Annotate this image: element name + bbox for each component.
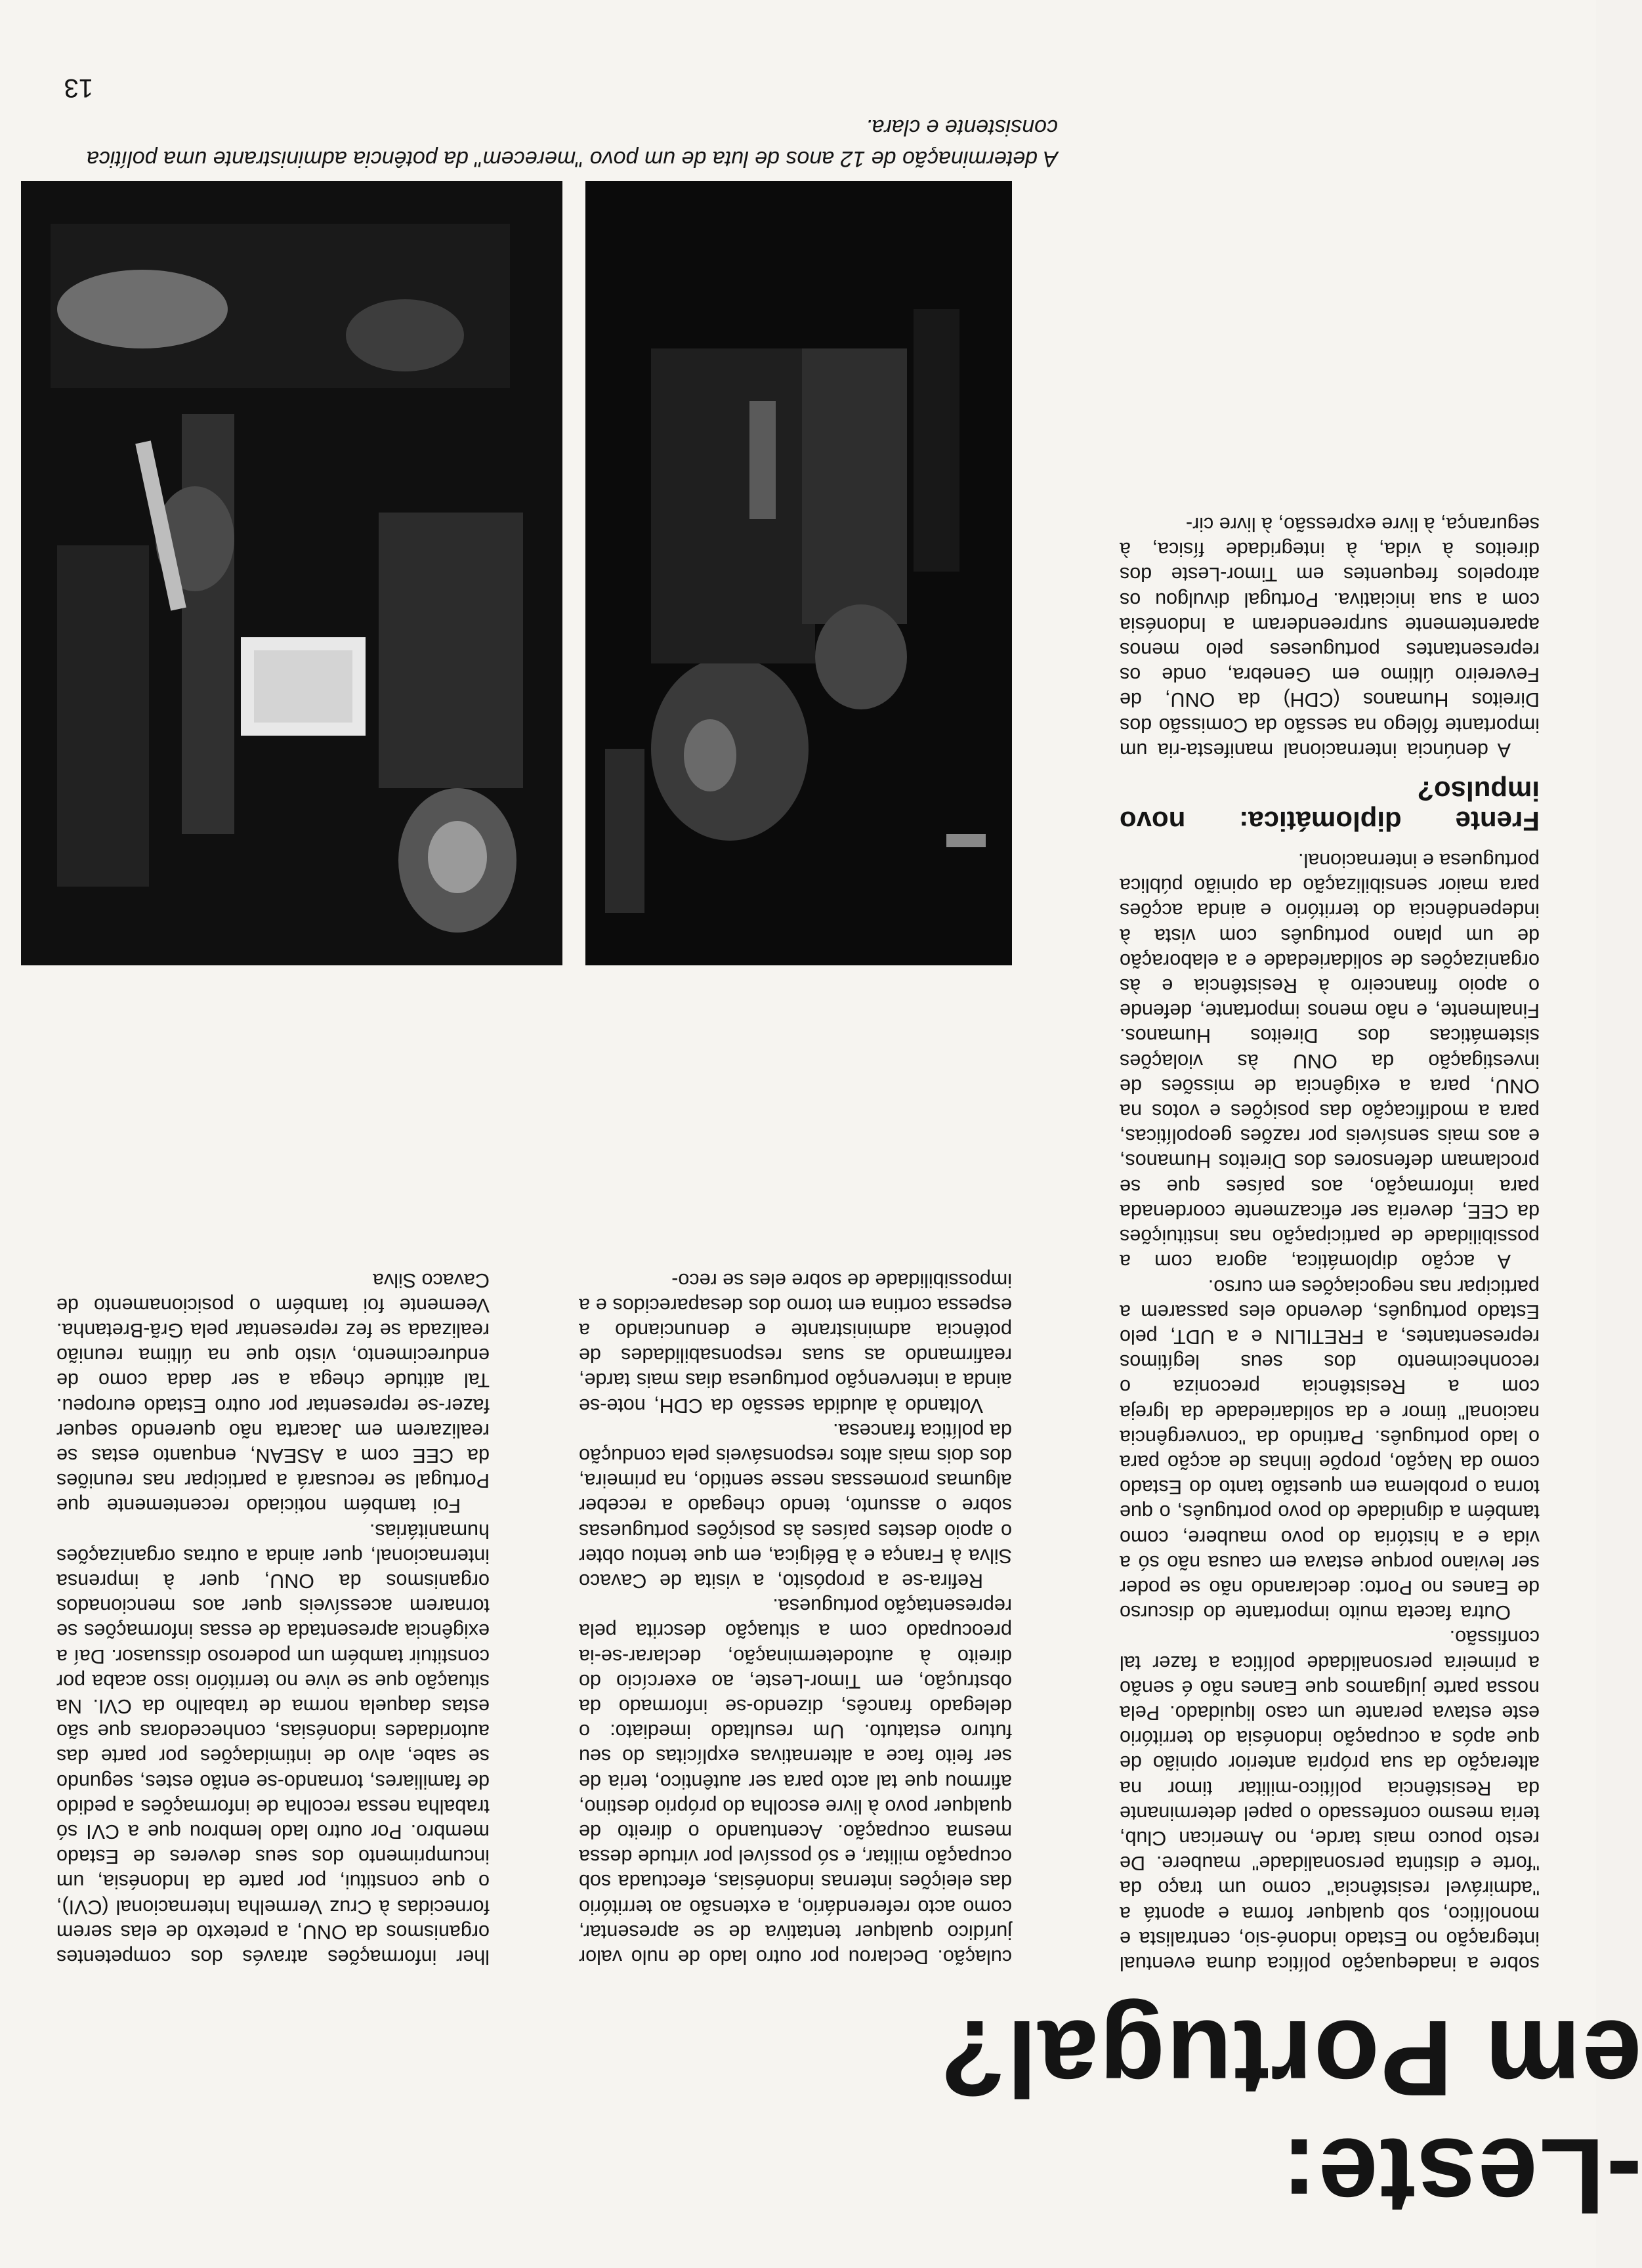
photo-left	[585, 181, 1012, 965]
paragraph: Refira-se a propósito, a visita de Cavaco Silva à França e à Bélgica, em que tentou obter o apoio destes países às posições portuguesas sobre o assunto, tendo chegado a receber algumas promessas nesse sentido, na primeira, dos dois mais altos responsáveis pela condução da política francesa.	[579, 1419, 1012, 1592]
headline	[938, 1999, 1642, 2235]
text-column-3	[56, 1051, 490, 1969]
headline-line-2: em Portugal?	[938, 1998, 1642, 2118]
page-number: 13	[64, 74, 93, 102]
paragraph: A acção diplomática, agora com a possibilidade de participação nas instituições da CEE, deveria ser eficazmente coordenada para informação, aos países que se proclamam defensores dos Direitos Humanos, e aos mais sensíveis por razões geopolíticas, para a modificação das posições e votos na ONU, para a exigência de missões de investigação da ONU às violações sistemáticas dos Direitos Humanos. Finalmente, e não menos importante, defende o apoio financeiro à Resistência e às organizações de solidariedade e a elaboração de um plano português com vista à independência do território e ainda acções para maior sensibilização da opinião pública portuguesa e internacional.	[1120, 849, 1540, 1273]
photo-left-image	[585, 181, 1012, 965]
headline-line-1: -Leste:	[1280, 2116, 1642, 2236]
paragraph: lher informações através dos competentes organismos da ONU, a pretexto de elas serem fornecidas à Cruz Vermelha Internacional (CVI), o que constitui, por parte da Indonésia, um incumprimento dos seus deveres de Estado membro. Por outro lado lembrou que a CVI só trabalha nessa recolha de informações a pedido de familiares, tornando-se então estes, segundo se sabe, alvo de intimidações por parte das autoridades indonésias, conhecedoras que são estas daquela norma de trabalho da CVI. Na situação que se vive no território isso acaba por constituir também um poderoso dissuasor. Daí a exigência apresentada de essas informações se tornarem acessíveis quer aos mencionados organismos da ONU, quer à imprensa internacional, quer ainda a outras organizações humanitárias.	[56, 1519, 490, 1968]
photo-right	[21, 181, 562, 965]
paragraph: sobre a inadequação política duma eventual integração no Estado indoné-sio, centralista e monolítico, sob qualquer forma e apontá a "admirável resistência" como um traço da "forte e distinta personalidade" maubere. De resto pouco mais tarde, no American Club, teria mesmo confessado o papel determinante da Resistência político-militar timor na alteração da sua própria anterior opinião de que após a ocupação indonésia do território este estava perante um caso liquidado. Pela nossa parte julgamos que Eanes não é senão a primeira personalidade política a fazer tal confissão.	[1120, 1626, 1540, 1975]
subheading: Frente diplomática: novo impulso?	[1120, 775, 1540, 837]
photo-right-image	[21, 181, 562, 965]
paragraph: Outra faceta muito importante do discurso de Eanes no Porto: declarando não se poder ser leviano porque estava em causa não só a vida e a história do povo maubere, como também a dignidade do povo português, o que torna o problema em questão tanto do Estado como da Nação, propõe linhas de acção para o lado português. Partindo da "convergência nacional" timor e da solidariedade da Igreja com a Resistência preconiza o reconhecimento dos seus legítimos representantes, a FRETILIN e a UDT, pelo Estado português, devendo eles passarem a participar nas negociações em curso.	[1120, 1275, 1540, 1624]
paragraph: Foi também noticiado recentemente que Portugal se recusará a participar nas reuniões da CEE com a ASEAN, enquanto estas se realizarem em Jacarta não querendo sequer fazer-se representar por outro Estado europeu. Tal atitude chega a ser dada como de endurecimento, visto que na última reunião realizada se fez representar pela Grã-Bretanha. Veemente foi também o posicionamento de Cavaco Silva	[56, 1269, 490, 1517]
paragraph: Voltando à aludida sessão da CDH, note-se ainda a intervenção portuguesa dias mais tarde, reafirmando as suas responsabilidades de potência administrante e denunciando a espessa cortina em torno dos desaparecidos e a impossibilidade de sobre eles se reco-	[579, 1269, 1012, 1417]
text-column-1	[1120, 171, 1540, 1976]
text-column-2	[579, 1051, 1012, 1969]
paragraph: A denúncia internacional manifesta-ria um importante fôlego na sessão da Comissão dos Direitos Humanos (CDH) da ONU, de Fevereiro último em Genebra, onde os representantes portugueses pelo menos aparentemente surpreenderam a Indonésia com a sua iniciativa. Portugal divulgou os atropelos frequentes em Timor-Leste dos direitos à vida, à integridade física, à segurança, à livre expressão, à livre cir-	[1120, 513, 1540, 761]
paragraph: culação. Declarou por outro lado de nulo valor jurídico qualquer tentativa de se apresentar, como acto referendário, a extensão ao território das eleições internas indonésias, efectuada sob ocupação militar, e só possível por virtude dessa mesma ocupação. Acentuando o direito de qualquer povo à livre escolha do próprio destino, afirmou que tal acto para ser autêntico, teria de ser feito face a alternativas explícitas do seu futuro estatuto. Um resultado imediato: o delegado francês, dizendo-se informado da obstrução, em Timor-Leste, ao exercício do direito à autodeterminação, declarar-se-ia preocupado com a situação descrita pela representação portuguesa.	[579, 1595, 1012, 1968]
photo-caption: A determinação de 12 anos de luta de um povo "merecem" da potência administrante uma política consistente e clara.	[86, 115, 1058, 171]
